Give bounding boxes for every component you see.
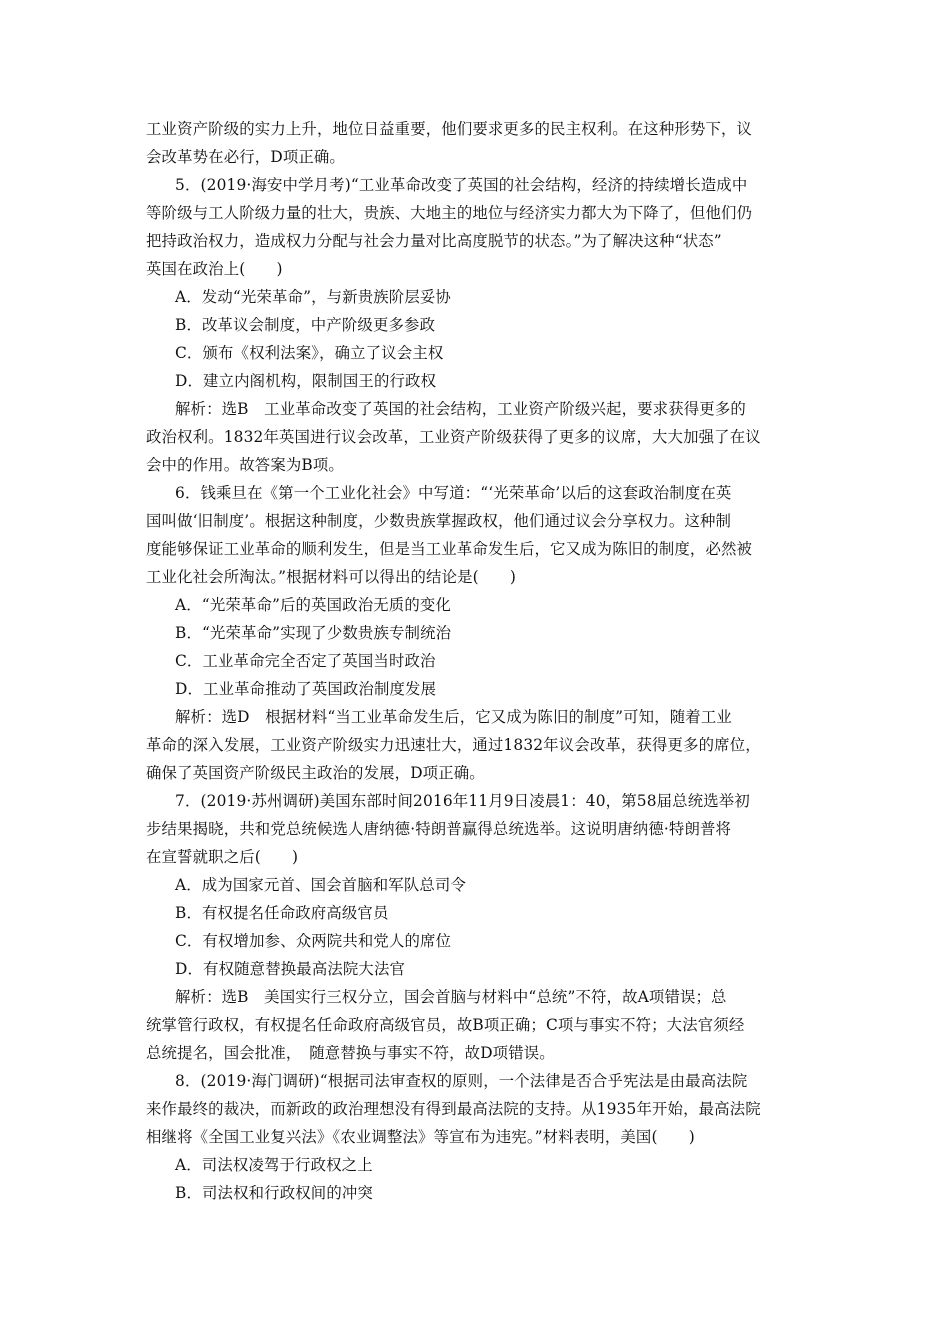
explanation: 解析：选B 工业革命改变了英国的社会结构，工业资产阶级兴起，要求获得更多的 <box>175 400 746 418</box>
option-a: A．成为国家元首、国会首脑和军队总司令 <box>175 876 466 894</box>
explanation: 解析：选B 美国实行三权分立，国会首脑与材料中“总统”不符，故A项错误；总 <box>175 988 727 1006</box>
text-line: 会改革势在必行，D项正确。 <box>146 148 345 166</box>
text-line: 总统提名，国会批准， 随意替换与事实不符，故D项错误。 <box>146 1044 555 1062</box>
option-b: B．有权提名任命政府高级官员 <box>175 904 389 922</box>
text-line: 把持政治权力，造成权力分配与社会力量对比高度脱节的状态。”为了解决这种“状态” <box>146 232 722 250</box>
option-c: C．工业革命完全否定了英国当时政治 <box>175 652 436 670</box>
question-6-stem: 6．钱乘旦在《第一个工业化社会》中写道：“‘光荣革命’以后的这套政治制度在英 <box>175 484 732 502</box>
option-c: C．颁布《权利法案》，确立了议会主权 <box>175 344 444 362</box>
option-d: D．工业革命推动了英国政治制度发展 <box>175 680 437 698</box>
text-line: 统掌管行政权，有权提名任命政府高级官员，故B项正确；C项与事实不符；大法官须经 <box>146 1016 745 1034</box>
question-5-stem: 5．(2019·海安中学月考)“工业革命改变了英国的社会结构，经济的持续增长造成中 <box>175 176 748 194</box>
text-line: 工业资产阶级的实力上升，地位日益重要，他们要求更多的民主权利。在这种形势下，议 <box>146 120 753 138</box>
option-b: B．改革议会制度，中产阶级更多参政 <box>175 316 436 334</box>
text-line: 等阶级与工人阶级力量的壮大，贵族、大地主的地位与经济实力都大为下降了，但他们仍 <box>146 204 753 222</box>
option-a: A．“光荣革命”后的英国政治无质的变化 <box>175 596 451 614</box>
option-a: A．发动“光荣革命”，与新贵族阶层妥协 <box>175 288 451 306</box>
option-c: C．有权增加参、众两院共和党人的席位 <box>175 932 452 950</box>
option-b: B．司法权和行政权间的冲突 <box>175 1184 373 1202</box>
text-line: 国叫做‘旧制度’。根据这种制度，少数贵族掌握政权，他们通过议会分享权力。这种制 <box>146 512 732 530</box>
text-line: 步结果揭晓，共和党总统候选人唐纳德·特朗普赢得总统选举。这说明唐纳德·特朗普将 <box>146 820 732 838</box>
text-line: 革命的深入发展，工业资产阶级实力迅速壮大，通过1832年议会改革，获得更多的席位， <box>146 736 761 754</box>
text-line: 英国在政治上( ) <box>146 260 283 278</box>
option-a: A．司法权凌驾于行政权之上 <box>175 1156 373 1174</box>
option-d: D．建立内阁机构，限制国王的行政权 <box>175 372 437 390</box>
text-line: 政治权利。1832年英国进行议会改革，工业资产阶级获得了更多的议席，大大加强了在议 <box>146 428 761 446</box>
text-line: 度能够保证工业革命的顺利发生，但是当工业革命发生后，它又成为陈旧的制度，必然被 <box>146 540 753 558</box>
text-line: 工业化社会所淘汰。”根据材料可以得出的结论是( ) <box>146 568 517 586</box>
option-d: D．有权随意替换最高法院大法官 <box>175 960 406 978</box>
explanation: 解析：选D 根据材料“当工业革命发生后，它又成为陈旧的制度”可知，随着工业 <box>175 708 732 726</box>
question-7-stem: 7．(2019·苏州调研)美国东部时间2016年11月9日凌晨1：40，第58届总统选举初 <box>175 792 750 810</box>
text-line: 相继将《全国工业复兴法》《农业调整法》等宣布为违宪。”材料表明，美国( ) <box>146 1128 695 1146</box>
question-8-stem: 8．(2019·海门调研)“根据司法审查权的原则，一个法律是否合乎宪法是由最高法院 <box>175 1072 748 1090</box>
text-line: 会中的作用。故答案为B项。 <box>146 456 344 474</box>
text-line: 确保了英国资产阶级民主政治的发展，D项正确。 <box>146 764 485 782</box>
text-line: 在宣誓就职之后( ) <box>146 848 299 866</box>
option-b: B．“光荣革命”实现了少数贵族专制统治 <box>175 624 452 642</box>
text-line: 来作最终的裁决，而新政的政治理想没有得到最高法院的支持。从1935年开始，最高法院 <box>146 1100 761 1118</box>
